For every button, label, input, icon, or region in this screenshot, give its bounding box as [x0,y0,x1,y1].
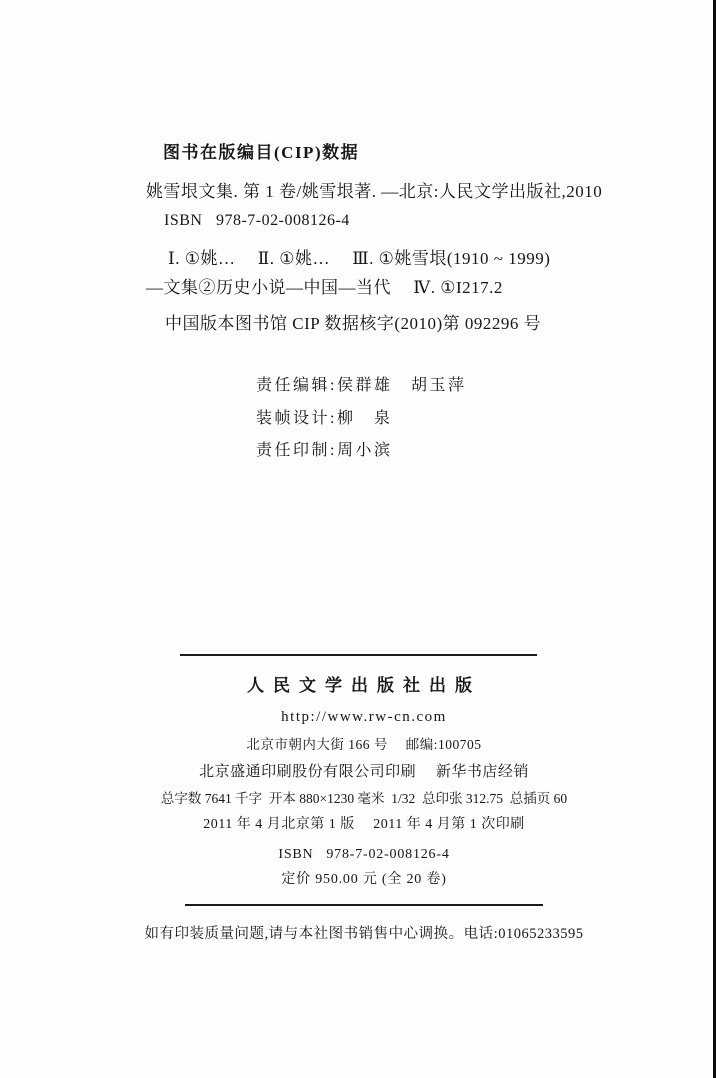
cip-classification-line2: —文集②历史小说—中国—当代 Ⅳ. ①I217.2 [146,278,503,297]
cip-heading: 图书在版编目(CIP)数据 [163,143,360,162]
publisher-name: 人民文学出版社出版 [247,676,481,695]
cip-registry-line: 中国版本图书馆 CIP 数据核字(2010)第 092296 号 [165,314,542,333]
print-specs-line: 总字数 7641 千字 开本 880×1230 毫米 1/32 总印张 312.75 总插页 60 [160,791,568,806]
staff-print-supervisor-line: 责任印制:周小滨 [256,442,393,459]
publisher-website: http://www.rw-cn.com [281,709,447,725]
divider-rule-top [180,654,537,656]
edition-line: 2011 年 4 月北京第 1 版 2011 年 4 月第 1 次印刷 [203,817,525,832]
printer-distributor-line: 北京盛通印刷股份有限公司印刷 新华书店经销 [199,764,529,780]
cip-record-line: 姚雪垠文集. 第 1 卷/姚雪垠著. —北京:人民文学出版社,2010 [146,182,603,201]
staff-designer-line: 装帧设计:柳 泉 [256,410,393,427]
cip-isbn-line: ISBN 978-7-02-008126-4 [164,212,350,229]
colophon-isbn-line: ISBN 978-7-02-008126-4 [278,847,450,862]
staff-editor-line: 责任编辑:侯群雄 胡玉萍 [256,377,467,394]
publisher-address: 北京市朝内大街 166 号 邮编:100705 [246,737,482,752]
divider-rule-bottom [185,904,543,906]
quality-notice: 如有印装质量问题,请与本社图书销售中心调换。电话:01065233595 [144,926,584,942]
cip-classification-line1: Ⅰ. ①姚… Ⅱ. ①姚… Ⅲ. ①姚雪垠(1910 ~ 1999) [168,249,551,268]
price-line: 定价 950.00 元 (全 20 卷) [281,872,447,887]
